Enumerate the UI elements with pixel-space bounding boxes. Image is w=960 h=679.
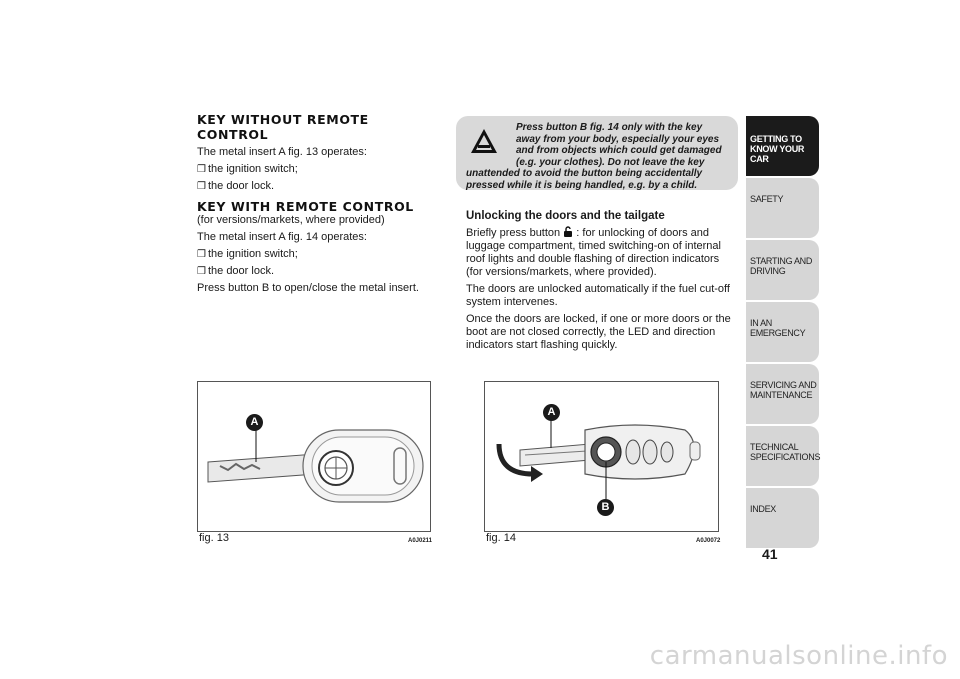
left-column: [197, 112, 437, 295]
tab-in-an-emergency[interactable]: IN AN EMERGENCY: [746, 302, 819, 362]
versions-note: (for versions/markets, where provided): [197, 214, 385, 226]
tab-servicing-and-maintenance[interactable]: SERVICING AND MAINTENANCE: [746, 364, 819, 424]
fig13-code: A0J0211: [408, 538, 433, 544]
fig14-caption: fig. 14: [486, 532, 516, 544]
tab-starting-and-driving[interactable]: STARTING AND DRIVING: [746, 240, 819, 300]
figure-13: [197, 381, 431, 532]
tab-getting-to-know-your-car[interactable]: GETTING TO KNOW YOUR CAR: [746, 116, 819, 176]
checkbox-bullet-icon: ❒: [197, 164, 206, 175]
callout-a: A: [246, 414, 263, 431]
warning-box: [456, 116, 738, 190]
page-number: 41: [762, 546, 778, 562]
warning-text: Press button B fig. 14 only with the key away from your body, especially your eyes and from objects which could get damaged (e.g. your clothes). Do not leave the key unattended to avoid the button being accidentally pressed while it is being handled, e.g. by a child.: [466, 122, 722, 191]
closing-text: Press button B to open/close the metal insert.: [197, 282, 419, 294]
figure-14: [484, 381, 719, 532]
fig14-code: A0J0072: [696, 538, 721, 544]
list-item: ❒ the door lock.: [197, 265, 275, 277]
unlock-paragraph-2: The doors are unlocked automatically if the fuel cut-off system intervenes.: [466, 283, 730, 308]
list-item: ❒ the ignition switch;: [197, 163, 298, 175]
callout-a: A: [543, 404, 560, 421]
heading-key-without-remote: KEY WITHOUT REMOTE CONTROL: [197, 112, 369, 142]
tab-safety[interactable]: SAFETY: [746, 178, 819, 238]
chapter-tabs: [746, 116, 819, 550]
checkbox-bullet-icon: ❒: [197, 181, 206, 192]
tab-technical-specifications[interactable]: TECHNICAL SPECIFICATIONS: [746, 426, 819, 486]
heading-key-with-remote: KEY WITH REMOTE CONTROL: [197, 199, 414, 214]
watermark: carmanualsonline.info: [649, 641, 948, 671]
heading-unlocking: Unlocking the doors and the tailgate: [466, 210, 665, 222]
tab-index[interactable]: INDEX: [746, 488, 819, 548]
unlocking-section: [466, 209, 738, 352]
list-item: ❒ the ignition switch;: [197, 248, 298, 260]
list-item: ❒ the door lock.: [197, 180, 275, 192]
callout-b: B: [597, 499, 614, 516]
intro-fig13: The metal insert A fig. 13 operates:: [197, 146, 367, 158]
unlock-paragraph-3: Once the doors are locked, if one or more doors or the boot are not closed correctly, the LED and direction indicators start flashing quickly.: [466, 313, 731, 351]
intro-fig14: The metal insert A fig. 14 operates:: [197, 231, 367, 243]
fig13-caption: fig. 13: [199, 532, 229, 544]
unlock-paragraph-1: Briefly press button : for unlocking of doors and luggage compartment, timed switching-on of internal roof lights and double flashing of direction indicators (for versions/markets, where provided).: [466, 227, 721, 278]
checkbox-bullet-icon: ❒: [197, 249, 206, 260]
unlock-padlock-icon: [563, 226, 573, 237]
checkbox-bullet-icon: ❒: [197, 266, 206, 277]
key-without-remote-illustration: [198, 382, 430, 531]
